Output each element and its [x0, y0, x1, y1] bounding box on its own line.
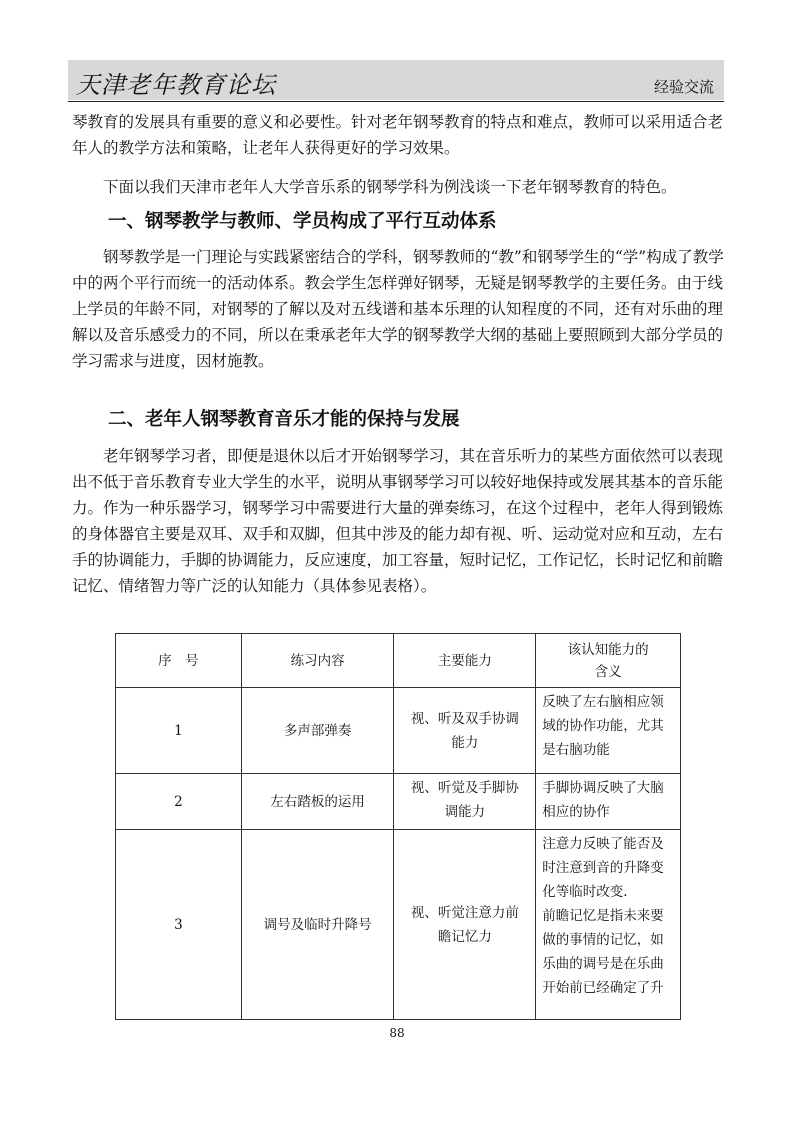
section-heading-1: 一、钢琴教学与教师、学员构成了平行互动体系: [108, 211, 497, 232]
row-ability: 视、听及双手协调能力: [394, 688, 536, 774]
ability-table: [115, 633, 681, 1020]
header-cell-meaning: 该认知能力的 含义: [536, 634, 681, 688]
row-meaning: 反映了左右脑相应领域的协作功能，尤其是右脑功能: [536, 688, 681, 774]
row-number: 3: [116, 830, 242, 1020]
row-content: 左右踏板的运用: [241, 774, 394, 830]
row-number: 2: [116, 774, 242, 830]
row-meaning: 注意力反映了能否及时注意到音的升降变化等临时改变. 前瞻记忆是指未来要做的事情的记忆，如乐曲的调号是在乐曲开始前已经确定了升: [536, 830, 681, 1020]
row-meaning: 手脚协调反映了大脑相应的协作: [536, 774, 681, 830]
section-heading-2: 二、老年人钢琴教育音乐才能的保持与发展: [108, 409, 460, 430]
section-label: 经验交流: [653, 78, 714, 96]
paragraph-music-ability: 老年钢琴学习者，即便是退休以后才开始钢琴学习，其在音乐听力的某些方面依然可以表现出不低于音乐教育专业大学生的水平，说明从事钢琴学习可以较好地保持或发展其基本的音乐能力。作为一种乐器学习，钢琴学习中需要进行大量的弹奏练习，在这个过程中，老年人得到锻炼的身体器官主要是双耳、双手和双脚，但其中涉及的能力却有视、听、运动觉对应和互动，左右手的协调能力，手脚的协调能力，反应速度，加工容量，短时记忆，工作记忆，长时记忆和前瞻记忆、情绪智力等广泛的认知能力（具体参见表格）。: [72, 447, 724, 595]
paragraph-continuation: 琴教育的发展具有重要的意义和必要性。针对老年钢琴教育的特点和难点，教师可以采用适合老年人的教学方法和策略，让老年人获得更好的学习效果。: [72, 113, 724, 157]
table-row: [116, 688, 681, 774]
table-row: [116, 830, 681, 1020]
row-content: 多声部弹奏: [241, 688, 394, 774]
header-rule: [68, 101, 724, 102]
header-cell-content: 练习内容: [241, 634, 394, 688]
row-ability: 视、听觉注意力前瞻记忆力: [394, 830, 536, 1020]
header-cell-number: 序 号: [116, 634, 242, 688]
paragraph-intro: 下面以我们天津市老年人大学音乐系的钢琴学科为例浅谈一下老年钢琴教育的特色。: [72, 178, 677, 196]
header-cell-ability: 主要能力: [394, 634, 536, 688]
paragraph-teaching-system: 钢琴教学是一门理论与实践紧密结合的学科，钢琴教师的“教”和钢琴学生的“学”构成了教学中的两个平行而统一的活动体系。教会学生怎样弹好钢琴，无疑是钢琴教学的主要任务。由于线上学员的年龄不同，对钢琴的了解以及对五线谱和基本乐理的认知程度的不同，还有对乐曲的理解以及音乐感受力的不同，所以在秉承老年大学的钢琴教学大纲的基础上要照顾到大部分学员的学习需求与进度，因材施教。: [72, 248, 724, 370]
page-number: 88: [389, 1026, 405, 1040]
row-number: 1: [116, 688, 242, 774]
table-row: [116, 774, 681, 830]
journal-masthead: 天津老年教育论坛: [76, 71, 276, 99]
row-content: 调号及临时升降号: [241, 830, 394, 1020]
row-ability: 视、听觉及手脚协调能力: [394, 774, 536, 830]
table-header-row: [116, 634, 681, 688]
